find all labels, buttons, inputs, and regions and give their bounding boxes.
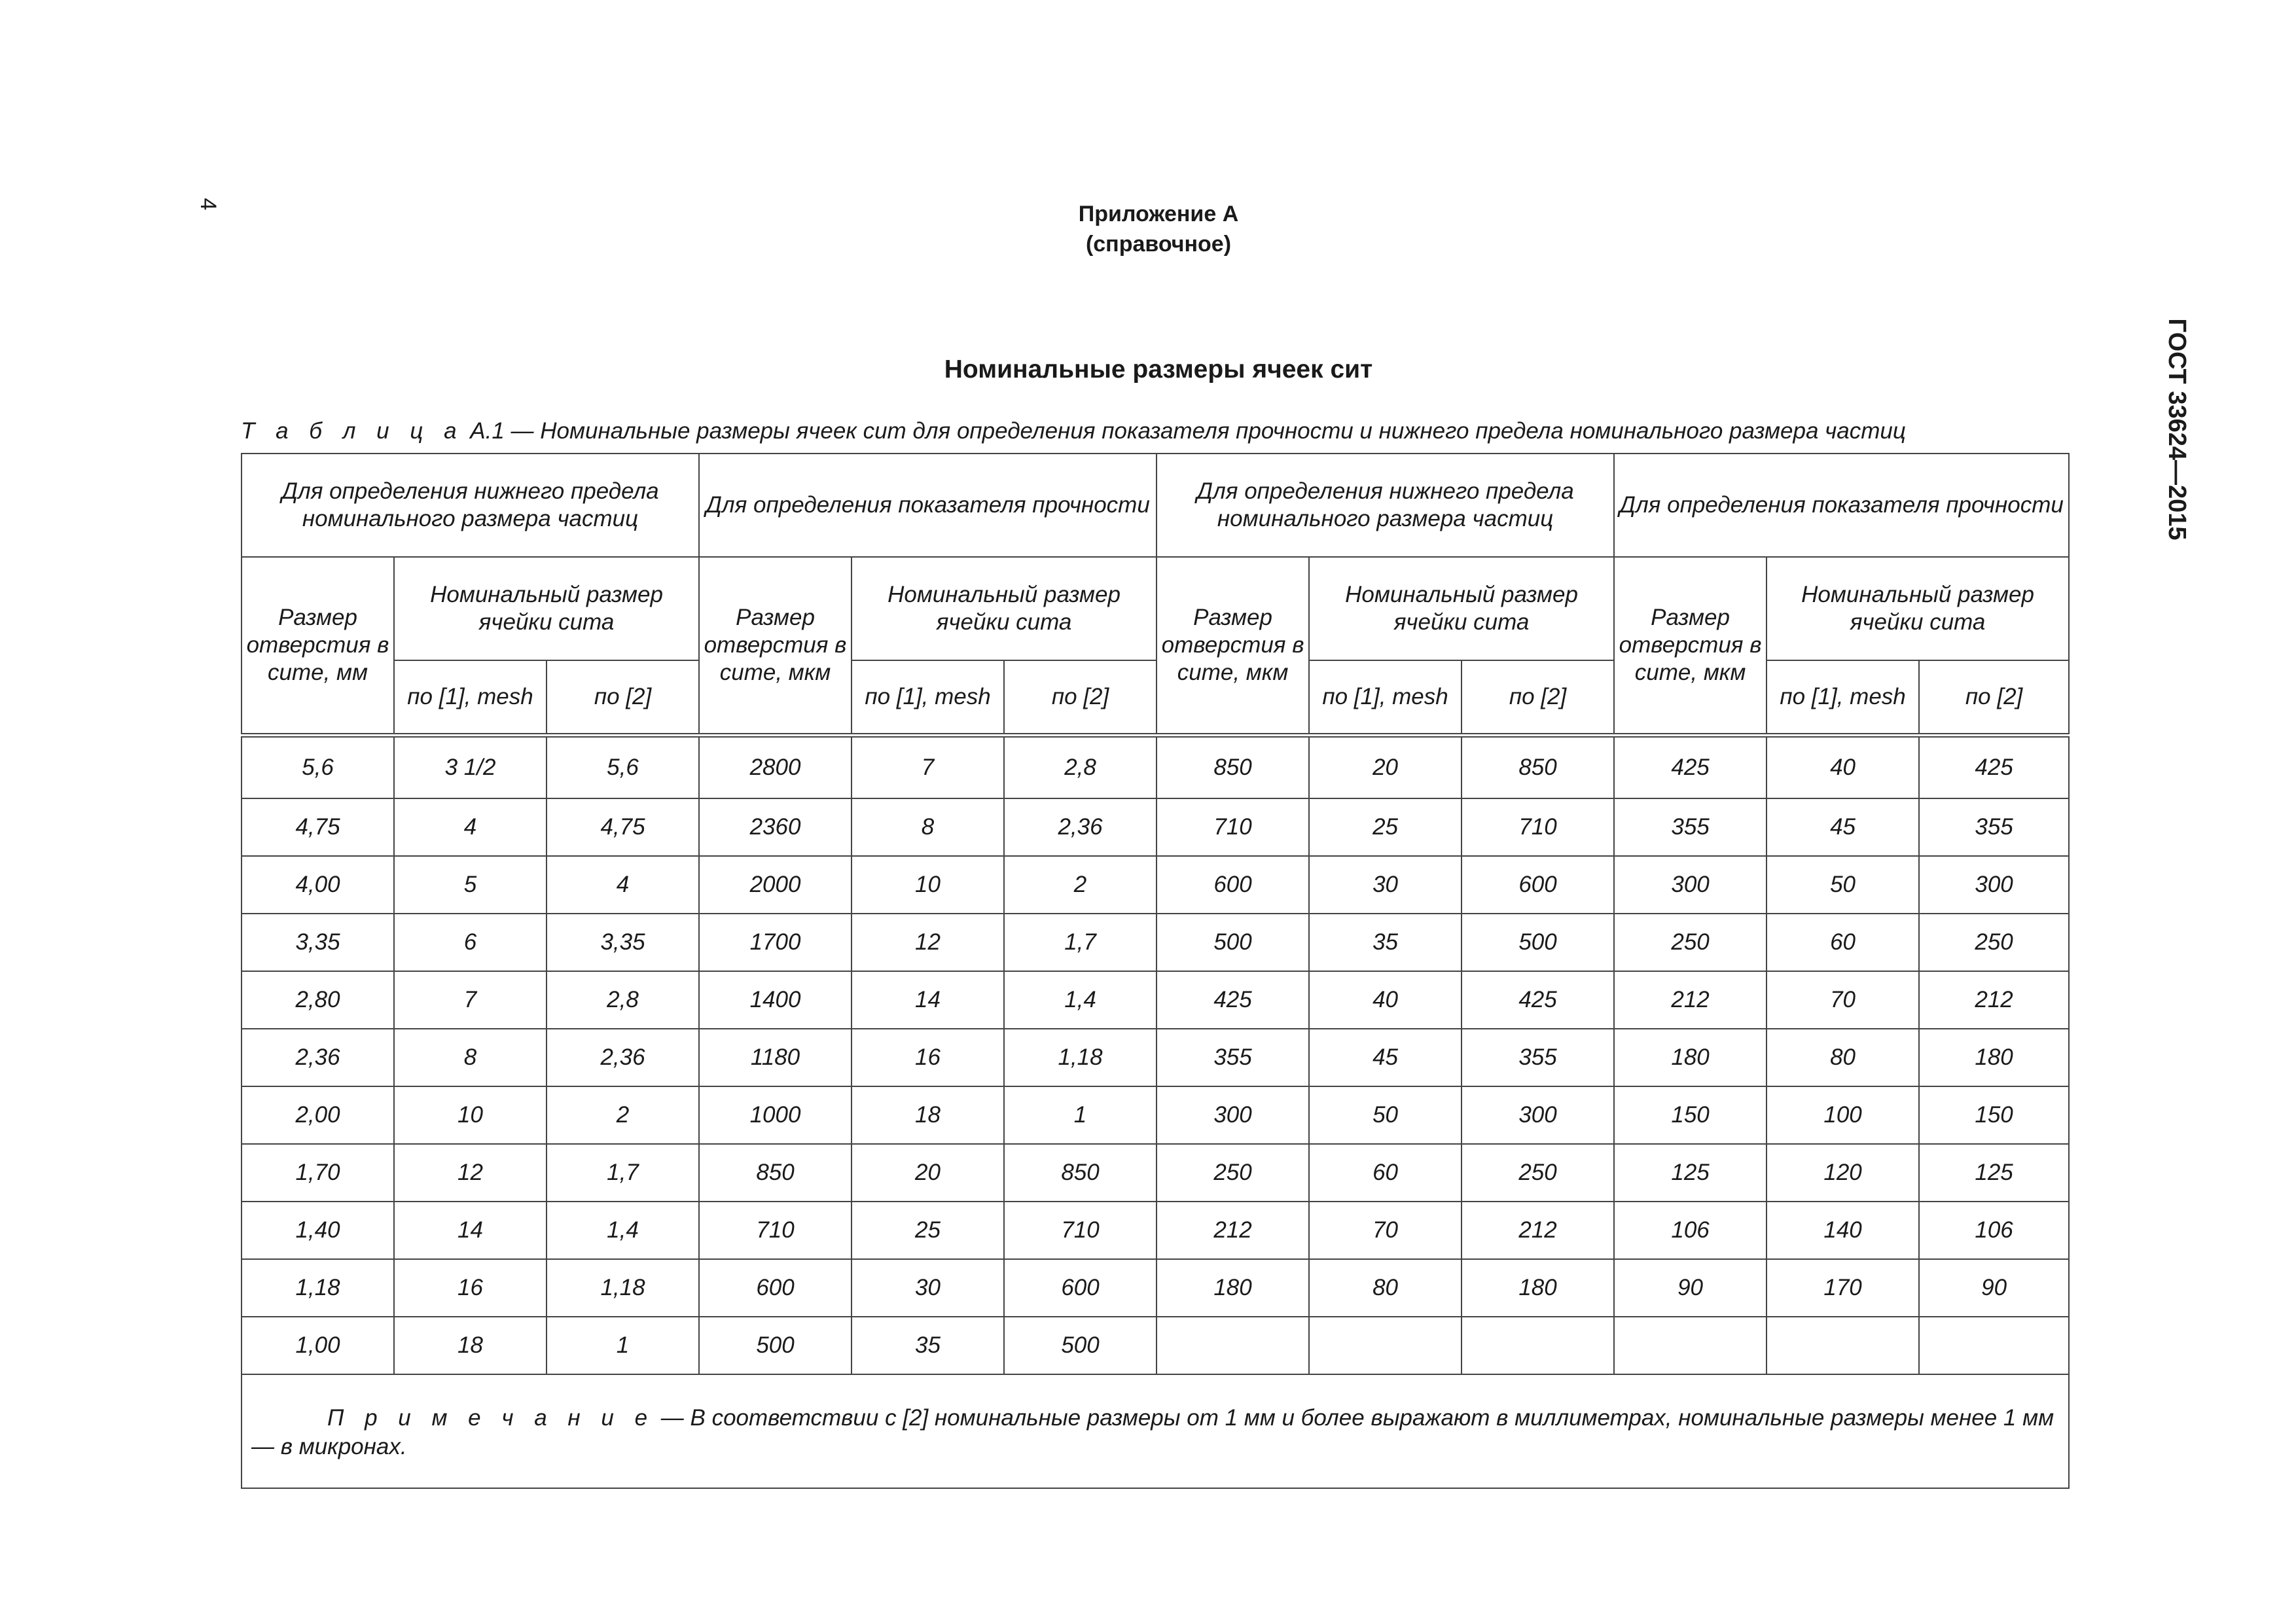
cell-lower-limit-opening-mm: 4,75 <box>242 798 394 856</box>
cell-strength-size-2b: 300 <box>1919 856 2069 914</box>
cell-strength-opening-mkm: 600 <box>699 1259 852 1317</box>
cell-lower-limit-mesh-1: 10 <box>394 1086 547 1144</box>
cell-lower-limit-opening-mkm: 600 <box>1157 856 1309 914</box>
cell-lower-limit-size-2b: 850 <box>1462 735 1614 798</box>
cell-lower-limit-opening-mkm <box>1157 1317 1309 1374</box>
cell-strength-opening-mkm-2: 90 <box>1614 1259 1767 1317</box>
cell-lower-limit-opening-mm: 1,70 <box>242 1144 394 1202</box>
mesh-header: по [1], mesh <box>852 660 1004 735</box>
cell-strength-size-2: 1,7 <box>1004 914 1157 971</box>
cell-lower-limit-size-2: 3,35 <box>547 914 699 971</box>
cell-lower-limit-opening-mkm: 850 <box>1157 735 1309 798</box>
cell-lower-limit-size-2: 2,8 <box>547 971 699 1029</box>
cell-strength-size-2b: 106 <box>1919 1202 2069 1259</box>
cell-lower-limit-size-2: 4 <box>547 856 699 914</box>
cell-lower-limit-size-2b: 710 <box>1462 798 1614 856</box>
nominal-size-header: Номинальный размер ячейки сита <box>1767 557 2069 660</box>
cell-strength-opening-mkm-2: 300 <box>1614 856 1767 914</box>
cell-strength-opening-mkm: 2000 <box>699 856 852 914</box>
cell-strength-mesh-1b: 40 <box>1767 735 1919 798</box>
standard-2-header: по [2] <box>547 660 699 735</box>
cell-lower-limit-opening-mm: 2,36 <box>242 1029 394 1086</box>
cell-lower-limit-opening-mm: 1,18 <box>242 1259 394 1317</box>
table-caption-label: Т а б л и ц а <box>241 418 464 444</box>
cell-strength-mesh-1b: 170 <box>1767 1259 1919 1317</box>
cell-strength-size-2: 2,8 <box>1004 735 1157 798</box>
cell-strength-mesh-1: 8 <box>852 798 1004 856</box>
cell-strength-mesh-1: 10 <box>852 856 1004 914</box>
cell-strength-mesh-1b: 70 <box>1767 971 1919 1029</box>
cell-lower-limit-opening-mm: 2,00 <box>242 1086 394 1144</box>
cell-lower-limit-opening-mkm: 212 <box>1157 1202 1309 1259</box>
cell-lower-limit-opening-mkm: 710 <box>1157 798 1309 856</box>
cell-strength-opening-mkm: 710 <box>699 1202 852 1259</box>
opening-size-header: Размер отверстия в сите, мм <box>242 557 394 735</box>
cell-lower-limit-opening-mm: 3,35 <box>242 914 394 971</box>
appendix-subtitle: (справочное) <box>1085 232 1232 257</box>
cell-lower-limit-opening-mkm: 355 <box>1157 1029 1309 1086</box>
cell-lower-limit-mesh-1: 4 <box>394 798 547 856</box>
cell-lower-limit-mesh-1: 8 <box>394 1029 547 1086</box>
cell-lower-limit-size-2b: 212 <box>1462 1202 1614 1259</box>
table-note <box>242 1374 2069 1488</box>
cell-lower-limit-mesh-1b: 70 <box>1309 1202 1462 1259</box>
standard-2-header: по [2] <box>1919 660 2069 735</box>
mesh-header: по [1], mesh <box>394 660 547 735</box>
cell-strength-opening-mkm: 500 <box>699 1317 852 1374</box>
cell-strength-opening-mkm-2: 106 <box>1614 1202 1767 1259</box>
cell-strength-mesh-1b: 80 <box>1767 1029 1919 1086</box>
cell-lower-limit-mesh-1b: 20 <box>1309 735 1462 798</box>
cell-strength-size-2: 500 <box>1004 1317 1157 1374</box>
cell-strength-mesh-1b: 60 <box>1767 914 1919 971</box>
cell-lower-limit-mesh-1: 12 <box>394 1144 547 1202</box>
cell-lower-limit-mesh-1b: 60 <box>1309 1144 1462 1202</box>
cell-strength-size-2b: 150 <box>1919 1086 2069 1144</box>
opening-size-header: Размер отверстия в сите, мкм <box>1157 557 1309 735</box>
cell-strength-mesh-1: 20 <box>852 1144 1004 1202</box>
cell-strength-size-2b: 250 <box>1919 914 2069 971</box>
group-header-strength-mkm-2: Для определения показателя прочности <box>1614 454 2069 557</box>
cell-lower-limit-size-2b: 425 <box>1462 971 1614 1029</box>
table-caption <box>241 416 2178 446</box>
cell-strength-opening-mkm-2 <box>1614 1317 1767 1374</box>
cell-strength-size-2b: 425 <box>1919 735 2069 798</box>
cell-strength-mesh-1: 25 <box>852 1202 1004 1259</box>
cell-strength-mesh-1: 30 <box>852 1259 1004 1317</box>
table-row <box>242 856 2069 914</box>
cell-lower-limit-mesh-1: 18 <box>394 1317 547 1374</box>
cell-strength-size-2b: 125 <box>1919 1144 2069 1202</box>
group-header-strength-mkm: Для определения показателя прочности <box>699 454 1157 557</box>
cell-lower-limit-size-2b: 180 <box>1462 1259 1614 1317</box>
cell-strength-opening-mkm-2: 212 <box>1614 971 1767 1029</box>
cell-lower-limit-mesh-1b <box>1309 1317 1462 1374</box>
cell-strength-size-2b: 355 <box>1919 798 2069 856</box>
table-row <box>242 735 2069 798</box>
table-body <box>242 735 2069 1488</box>
page-number: 4 <box>196 198 221 211</box>
cell-lower-limit-size-2b <box>1462 1317 1614 1374</box>
cell-strength-size-2b: 180 <box>1919 1029 2069 1086</box>
cell-strength-size-2: 710 <box>1004 1202 1157 1259</box>
cell-strength-opening-mkm: 1400 <box>699 971 852 1029</box>
cell-strength-mesh-1: 16 <box>852 1029 1004 1086</box>
cell-lower-limit-mesh-1: 3 1/2 <box>394 735 547 798</box>
cell-lower-limit-size-2: 4,75 <box>547 798 699 856</box>
cell-lower-limit-mesh-1: 6 <box>394 914 547 971</box>
table-row <box>242 1144 2069 1202</box>
cell-lower-limit-size-2: 1,7 <box>547 1144 699 1202</box>
cell-lower-limit-size-2: 2 <box>547 1086 699 1144</box>
cell-lower-limit-size-2: 5,6 <box>547 735 699 798</box>
cell-lower-limit-size-2b: 600 <box>1462 856 1614 914</box>
cell-strength-size-2: 850 <box>1004 1144 1157 1202</box>
cell-strength-opening-mkm-2: 250 <box>1614 914 1767 971</box>
table-row <box>242 1202 2069 1259</box>
cell-strength-opening-mkm-2: 180 <box>1614 1029 1767 1086</box>
cell-strength-size-2: 2 <box>1004 856 1157 914</box>
cell-lower-limit-mesh-1b: 40 <box>1309 971 1462 1029</box>
cell-strength-opening-mkm: 2360 <box>699 798 852 856</box>
section-title: Номинальные размеры ячеек сит <box>944 355 1373 383</box>
cell-lower-limit-size-2: 1 <box>547 1317 699 1374</box>
cell-lower-limit-mesh-1: 7 <box>394 971 547 1029</box>
cell-strength-mesh-1: 12 <box>852 914 1004 971</box>
cell-lower-limit-size-2b: 355 <box>1462 1029 1614 1086</box>
cell-strength-opening-mkm-2: 125 <box>1614 1144 1767 1202</box>
table-caption-text: А.1 — Номинальные размеры ячеек сит для определения показателя прочности и нижнего предела номинального размера частиц <box>470 418 1906 444</box>
cell-lower-limit-opening-mm: 2,80 <box>242 971 394 1029</box>
cell-strength-opening-mkm: 1700 <box>699 914 852 971</box>
cell-strength-mesh-1b: 140 <box>1767 1202 1919 1259</box>
cell-lower-limit-opening-mkm: 180 <box>1157 1259 1309 1317</box>
cell-strength-mesh-1b: 50 <box>1767 856 1919 914</box>
cell-lower-limit-opening-mm: 4,00 <box>242 856 394 914</box>
appendix-header <box>785 199 1532 259</box>
cell-lower-limit-mesh-1b: 45 <box>1309 1029 1462 1086</box>
cell-strength-opening-mkm-2: 355 <box>1614 798 1767 856</box>
cell-strength-mesh-1b <box>1767 1317 1919 1374</box>
standard-code: ГОСТ 33624—2015 <box>2163 318 2191 541</box>
group-header-lower-limit-mkm: Для определения нижнего предела номинального размера частиц <box>1157 454 1614 557</box>
cell-strength-mesh-1b: 45 <box>1767 798 1919 856</box>
cell-strength-size-2b: 90 <box>1919 1259 2069 1317</box>
cell-lower-limit-size-2b: 500 <box>1462 914 1614 971</box>
cell-lower-limit-mesh-1: 5 <box>394 856 547 914</box>
cell-lower-limit-size-2b: 250 <box>1462 1144 1614 1202</box>
cell-lower-limit-opening-mkm: 500 <box>1157 914 1309 971</box>
appendix-title: Приложение А <box>1078 202 1239 226</box>
cell-strength-opening-mkm: 2800 <box>699 735 852 798</box>
table-row <box>242 1086 2069 1144</box>
cell-strength-size-2b: 212 <box>1919 971 2069 1029</box>
cell-lower-limit-mesh-1b: 80 <box>1309 1259 1462 1317</box>
note-label: П р и м е ч а н и е <box>327 1404 655 1431</box>
nominal-size-header: Номинальный размер ячейки сита <box>394 557 699 660</box>
standard-2-header: по [2] <box>1004 660 1157 735</box>
cell-strength-mesh-1: 35 <box>852 1317 1004 1374</box>
cell-lower-limit-size-2: 1,18 <box>547 1259 699 1317</box>
cell-lower-limit-opening-mkm: 300 <box>1157 1086 1309 1144</box>
cell-strength-mesh-1b: 120 <box>1767 1144 1919 1202</box>
mesh-header: по [1], mesh <box>1767 660 1919 735</box>
cell-strength-mesh-1: 14 <box>852 971 1004 1029</box>
group-header-lower-limit-mm: Для определения нижнего предела номинального размера частиц <box>242 454 699 557</box>
table-row <box>242 971 2069 1029</box>
cell-strength-size-2: 600 <box>1004 1259 1157 1317</box>
nominal-size-header: Номинальный размер ячейки сита <box>852 557 1157 660</box>
cell-strength-size-2: 1 <box>1004 1086 1157 1144</box>
nominal-size-header: Номинальный размер ячейки сита <box>1309 557 1614 660</box>
cell-lower-limit-opening-mm: 1,40 <box>242 1202 394 1259</box>
cell-lower-limit-size-2b: 300 <box>1462 1086 1614 1144</box>
cell-lower-limit-mesh-1: 14 <box>394 1202 547 1259</box>
cell-lower-limit-size-2: 1,4 <box>547 1202 699 1259</box>
cell-strength-opening-mkm: 1000 <box>699 1086 852 1144</box>
cell-strength-size-2: 1,4 <box>1004 971 1157 1029</box>
cell-lower-limit-size-2: 2,36 <box>547 1029 699 1086</box>
sub-header-row <box>242 660 2069 735</box>
note-text: — В соответствии с [2] номинальные размеры от 1 мм и более выражают в миллиметрах, номинальные размеры менее 1 мм — в микронах. <box>251 1404 2054 1459</box>
cell-strength-opening-mkm-2: 150 <box>1614 1086 1767 1144</box>
cell-strength-size-2: 1,18 <box>1004 1029 1157 1086</box>
table-row <box>242 1259 2069 1317</box>
cell-lower-limit-opening-mm: 5,6 <box>242 735 394 798</box>
mesh-header: по [1], mesh <box>1309 660 1462 735</box>
cell-strength-mesh-1: 18 <box>852 1086 1004 1144</box>
table-row <box>242 1317 2069 1374</box>
sieve-size-table <box>241 453 2070 1489</box>
cell-strength-mesh-1: 7 <box>852 735 1004 798</box>
cell-lower-limit-opening-mkm: 425 <box>1157 971 1309 1029</box>
cell-strength-opening-mkm: 1180 <box>699 1029 852 1086</box>
cell-lower-limit-opening-mkm: 250 <box>1157 1144 1309 1202</box>
cell-strength-size-2b <box>1919 1317 2069 1374</box>
cell-lower-limit-mesh-1: 16 <box>394 1259 547 1317</box>
cell-strength-opening-mkm: 850 <box>699 1144 852 1202</box>
cell-lower-limit-mesh-1b: 30 <box>1309 856 1462 914</box>
cell-strength-opening-mkm-2: 425 <box>1614 735 1767 798</box>
cell-lower-limit-mesh-1b: 35 <box>1309 914 1462 971</box>
cell-strength-mesh-1b: 100 <box>1767 1086 1919 1144</box>
column-header-row <box>242 557 2069 660</box>
opening-size-header: Размер отверстия в сите, мкм <box>699 557 852 735</box>
cell-strength-size-2: 2,36 <box>1004 798 1157 856</box>
table-row <box>242 914 2069 971</box>
table-row <box>242 1029 2069 1086</box>
cell-lower-limit-mesh-1b: 50 <box>1309 1086 1462 1144</box>
cell-lower-limit-opening-mm: 1,00 <box>242 1317 394 1374</box>
standard-2-header: по [2] <box>1462 660 1614 735</box>
table-row <box>242 798 2069 856</box>
cell-lower-limit-mesh-1b: 25 <box>1309 798 1462 856</box>
note-row <box>242 1374 2069 1488</box>
opening-size-header: Размер отверстия в сите, мкм <box>1614 557 1767 735</box>
group-header-row <box>242 454 2069 557</box>
